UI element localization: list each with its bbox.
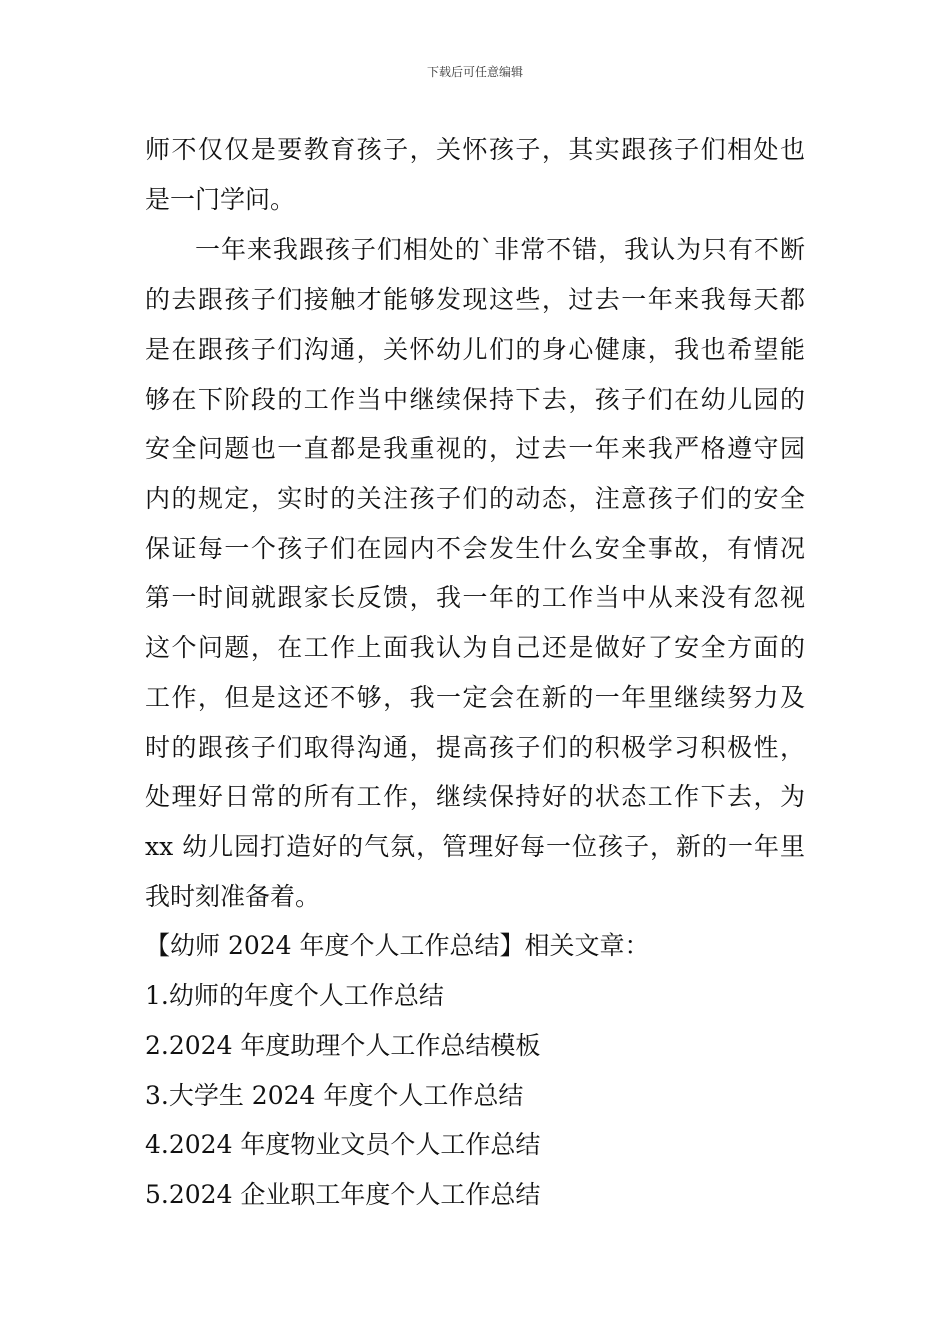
related-item-3[interactable]: 3.大学生 2024 年度个人工作总结 — [145, 1081, 524, 1110]
paragraph-2-line-1: 一年来我跟孩子们相处的`非常不错，我认为只有不断 — [195, 235, 805, 264]
paragraph-2-line-3: 是在跟孩子们沟通，关怀幼儿们的身心健康，我也希望能 — [145, 335, 805, 364]
paragraph-1-line-1: 师不仅仅是要教育孩子，关怀孩子，其实跟孩子们相处也 — [145, 135, 805, 164]
page-header: 下载后可任意编辑 — [426, 65, 523, 79]
related-item-5[interactable]: 5.2024 企业职工年度个人工作总结 — [145, 1180, 541, 1209]
paragraph-2-line-14: 我时刻准备着。 — [145, 882, 321, 911]
related-heading: 【幼师 2024 年度个人工作总结】相关文章： — [145, 931, 650, 960]
related-item-1[interactable]: 1.幼师的年度个人工作总结 — [145, 981, 444, 1010]
related-item-2[interactable]: 2.2024 年度助理个人工作总结模板 — [145, 1031, 541, 1060]
paragraph-2-line-11: 时的跟孩子们取得沟通，提高孩子们的积极学习积极性， — [145, 733, 805, 762]
paragraph-2-line-13: xx 幼儿园打造好的气氛，管理好每一位孩子，新的一年里 — [145, 832, 805, 861]
paragraph-2-line-12: 处理好日常的所有工作，继续保持好的状态工作下去，为 — [145, 782, 805, 811]
paragraph-2-line-6: 内的规定，实时的关注孩子们的动态，注意孩子们的安全 — [145, 484, 805, 513]
paragraph-2-line-10: 工作，但是这还不够，我一定会在新的一年里继续努力及 — [145, 683, 805, 712]
paragraph-2-line-5: 安全问题也一直都是我重视的，过去一年来我严格遵守园 — [145, 434, 805, 463]
paragraph-1-line-2: 是一门学问。 — [145, 185, 296, 214]
related-item-4[interactable]: 4.2024 年度物业文员个人工作总结 — [145, 1130, 541, 1159]
paragraph-2-line-7: 保证每一个孩子们在园内不会发生什么安全事故，有情况 — [145, 534, 805, 563]
paragraph-2-line-9: 这个问题，在工作上面我认为自己还是做好了安全方面的 — [145, 633, 805, 662]
paragraph-2-line-8: 第一时间就跟家长反馈，我一年的工作当中从来没有忽视 — [145, 583, 805, 612]
paragraph-2-line-4: 够在下阶段的工作当中继续保持下去，孩子们在幼儿园的 — [145, 385, 805, 414]
paragraph-2-line-2: 的去跟孩子们接触才能够发现这些，过去一年来我每天都 — [145, 285, 805, 314]
